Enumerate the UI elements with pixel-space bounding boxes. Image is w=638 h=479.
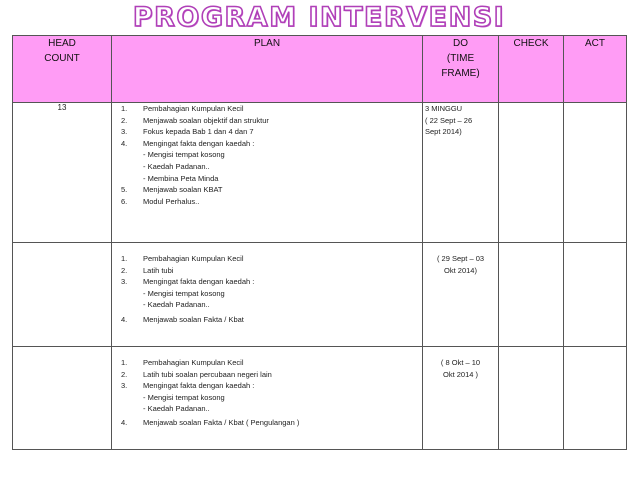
header-act: ACT <box>564 36 627 103</box>
plan-item-text: Menjawab soalan Fakta / Kbat <box>143 314 244 324</box>
plan-item-text: Pembahagian Kumpulan Kecil <box>143 254 244 263</box>
plan-item <box>112 126 422 138</box>
plan-item-text: Latih tubi <box>143 265 174 275</box>
table-header-row <box>13 36 627 103</box>
plan-item <box>112 138 422 150</box>
plan-sub-item <box>112 161 422 173</box>
plan-item-number: 4. <box>121 138 128 148</box>
head-count-cell <box>13 243 112 347</box>
time-frame-line: Sept 2014) <box>425 127 462 136</box>
plan-item-text: Menjawab soalan KBAT <box>143 185 223 195</box>
time-frame-cell <box>423 347 499 450</box>
table-row <box>13 103 627 243</box>
plan-item <box>112 314 422 326</box>
table-row <box>13 347 627 450</box>
act-cell <box>564 243 627 347</box>
plan-sub-item-text: - Mengisi tempat kosong <box>143 392 225 402</box>
head-count-cell: 13 <box>13 103 112 243</box>
plan-item-text: Latih tubi soalan percubaan negeri lain <box>143 369 272 379</box>
plan-item-number: 4. <box>121 314 128 324</box>
time-frame-line: 3 MINGGU <box>425 104 463 113</box>
plan-sub-item <box>112 149 422 161</box>
time-frame-line: ( 22 Sept – 26 <box>425 115 473 125</box>
plan-item-text: Pembahagian Kumpulan Kecil <box>143 104 244 113</box>
act-cell <box>564 103 627 243</box>
plan-cell <box>112 243 423 347</box>
plan-item <box>112 357 422 369</box>
plan-sub-item <box>112 288 422 300</box>
header-head-count <box>13 36 112 103</box>
plan-item-number: 1. <box>121 104 128 113</box>
plan-sub-item <box>112 392 422 404</box>
plan-sub-item <box>112 299 422 311</box>
check-cell <box>499 243 564 347</box>
time-frame-line: Okt 2014) <box>444 265 477 275</box>
plan-item-number: 3. <box>121 127 128 137</box>
check-cell <box>499 347 564 450</box>
plan-item-text: Mengingat fakta dengan kaedah : <box>143 277 255 287</box>
header-do <box>423 36 499 103</box>
plan-item-number: 5. <box>121 185 128 195</box>
page-title: PROGRAM INTERVENSI <box>132 2 506 33</box>
plan-item-number: 2. <box>121 115 128 125</box>
plan-item <box>112 276 422 288</box>
act-cell <box>564 347 627 450</box>
plan-cell <box>112 347 423 450</box>
header-do-line3: FRAME) <box>441 68 480 79</box>
plan-item-number: 3. <box>121 381 128 391</box>
plan-sub-item-text: - Kaedah Padanan.. <box>143 300 210 310</box>
header-plan: PLAN <box>112 36 423 103</box>
plan-item-number: 1. <box>121 254 128 263</box>
plan-item <box>112 253 422 265</box>
plan-sub-item-text: - Mengisi tempat kosong <box>143 150 225 160</box>
time-frame-line: ( 29 Sept – 03 <box>436 254 485 263</box>
head-count-cell <box>13 347 112 450</box>
time-frame-line: Okt 2014 ) <box>442 369 479 379</box>
plan-item <box>112 369 422 381</box>
plan-item-text: Fokus kepada Bab 1 dan 4 dan 7 <box>143 127 254 137</box>
plan-item <box>112 196 422 208</box>
plan-item <box>112 115 422 127</box>
plan-item-text: Mengingat fakta dengan kaedah : <box>143 381 255 391</box>
header-check: CHECK <box>499 36 564 103</box>
plan-item <box>112 103 422 115</box>
plan-item <box>112 265 422 277</box>
header-do-line1: DO <box>453 38 468 49</box>
plan-sub-item-text: - Mengisi tempat kosong <box>143 288 225 298</box>
intervention-table <box>12 35 627 450</box>
plan-item-text: Modul Perhalus.. <box>143 196 200 206</box>
plan-sub-item-text: - Kaedah Padanan.. <box>143 161 210 171</box>
plan-item-number: 1. <box>121 358 128 367</box>
plan-item-number: 3. <box>121 277 128 287</box>
time-frame-cell <box>423 103 499 243</box>
plan-item-number: 2. <box>121 265 128 275</box>
plan-item-text: Pembahagian Kumpulan Kecil <box>143 358 244 367</box>
plan-sub-item <box>112 403 422 415</box>
time-frame-cell <box>423 243 499 347</box>
header-do-line2: (TIME <box>446 53 475 64</box>
plan-item <box>112 417 422 429</box>
plan-item-number: 4. <box>121 417 128 427</box>
plan-cell <box>112 103 423 243</box>
header-head-count-line2: COUNT <box>44 53 80 64</box>
plan-item <box>112 380 422 392</box>
plan-item-text: Menjawab soalan objektif dan struktur <box>143 115 269 125</box>
plan-item-text: Menjawab soalan Fakta / Kbat ( Pengulangan ) <box>143 417 300 427</box>
table-row <box>13 243 627 347</box>
plan-item-number: 2. <box>121 369 128 379</box>
plan-item <box>112 184 422 196</box>
plan-item-number: 6. <box>121 196 128 206</box>
plan-sub-item-text: - Kaedah Padanan.. <box>143 404 210 414</box>
plan-item-text: Mengingat fakta dengan kaedah : <box>143 138 255 148</box>
plan-sub-item-text: - Membina Peta Minda <box>143 173 219 183</box>
check-cell <box>499 103 564 243</box>
header-head-count-line1: HEAD <box>48 38 76 49</box>
time-frame-line: ( 8 Okt – 10 <box>440 358 481 367</box>
plan-sub-item <box>112 173 422 185</box>
